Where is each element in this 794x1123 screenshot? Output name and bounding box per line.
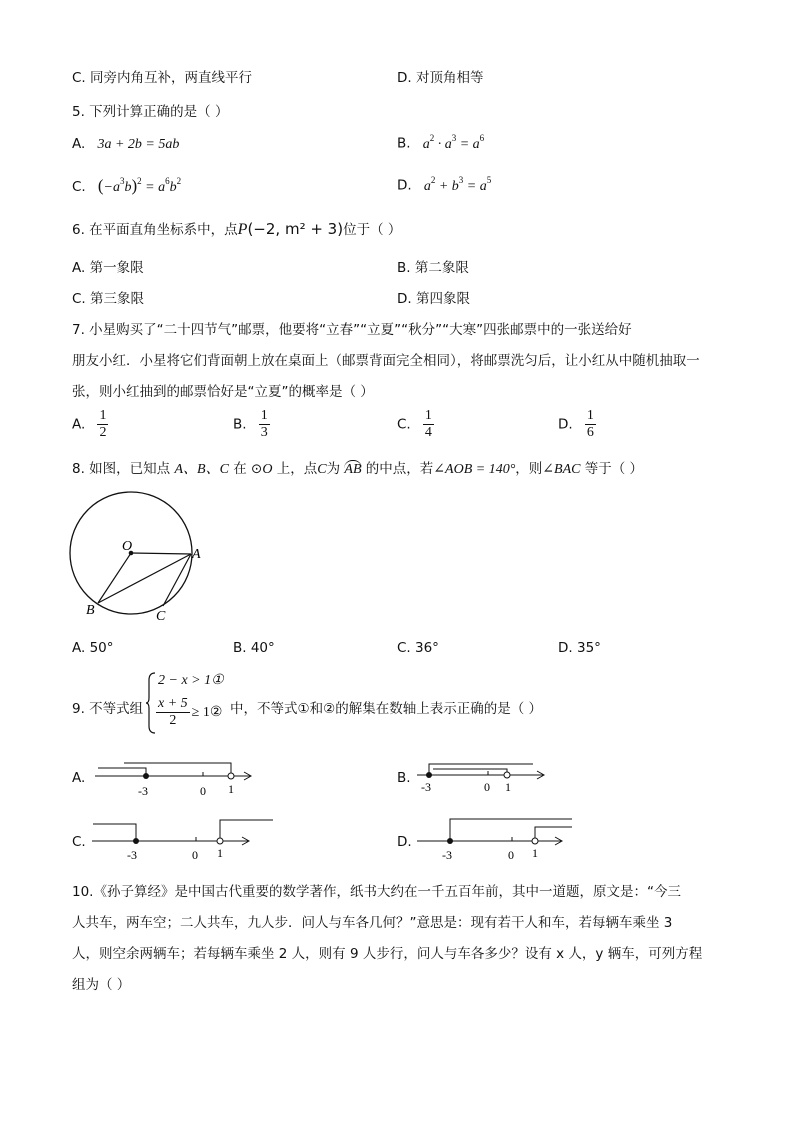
segment-ab: [98, 554, 191, 603]
q7-option-a: A. $\frac{1}{2}$: [72, 408, 107, 440]
q5-option-d-expr: $a^2 + b^3 = a^5$: [423, 175, 492, 194]
q4-option-c: C. 同旁内角互补，两直线平行: [72, 70, 253, 86]
numberline-a: [90, 755, 260, 800]
q8-option-d: D. 35°: [558, 640, 601, 656]
svg-text:1: 1: [228, 782, 234, 796]
segment-ob: [98, 553, 131, 603]
brace-icon: [146, 672, 156, 734]
circle-figure: [60, 490, 220, 630]
numberline-b: [413, 755, 553, 800]
svg-text:-3: -3: [421, 780, 431, 794]
svg-text:1: 1: [217, 846, 223, 860]
q10-stem-line4: 组为（ ）: [72, 977, 131, 993]
q7-option-a-fraction: $\frac{1}{2}$: [99, 408, 107, 440]
label-b: B: [86, 603, 95, 618]
q5-option-a-expr: 3a + 2b = 5ab: [97, 137, 180, 152]
q8-option-b: B. 40°: [233, 640, 275, 656]
q7-option-d-fraction: $\frac{1}{6}$: [586, 408, 594, 440]
q6-option-c: C. 第三象限: [72, 291, 145, 307]
q5-option-b: B. $a^2 \cdot a^3 = a^6$: [397, 133, 485, 152]
svg-text:0: 0: [200, 784, 206, 798]
svg-text:0: 0: [192, 848, 198, 862]
q10-stem-line1: 10.《孙子算经》是中国古代重要的数学著作，纸书大约在一千五百年前，其中一道题，原文是：“今三: [72, 884, 681, 900]
q7-option-b-fraction: $\frac{1}{3}$: [260, 408, 268, 440]
q9-number: 9. 不等式组: [72, 701, 144, 717]
q5-option-d: D. $a^2 + b^3 = a^5$: [397, 175, 492, 194]
q5-option-a: A. 3a + 2b = 5ab: [72, 136, 180, 152]
label-a: A: [192, 547, 201, 562]
q6-stem: 6. 在平面直角坐标系中，点P(−2, m² + 3)位于（ ）: [72, 220, 402, 238]
q5-option-c-expr: $(-a^3b)^2 = a^6b^2$: [97, 176, 182, 195]
q4-option-d: D. 对顶角相等: [397, 70, 484, 86]
q9-ineq-2: $\frac{x + 5}{2}$ ≥ 1②: [158, 696, 223, 728]
numberline-d: [413, 812, 583, 864]
numberline-c: [88, 815, 278, 865]
q8-stem: 8. 如图，已知点 A、B、C 在 ⊙O 上，点C为 AB 的中点，若∠AOB = 140°，则∠BAC 等于（ ）: [72, 461, 644, 477]
q7-option-c-fraction: $\frac{1}{4}$: [424, 408, 432, 440]
label-c: C: [156, 609, 166, 624]
q5-stem: 5. 下列计算正确的是（ ）: [72, 104, 229, 120]
svg-text:0: 0: [484, 780, 490, 794]
arc-ab: AB: [344, 462, 362, 477]
q6-option-b: B. 第二象限: [397, 260, 469, 276]
q8-option-c: C. 36°: [397, 640, 439, 656]
q9-option-d-label: D.: [397, 834, 412, 850]
q9-option-a-label: A.: [72, 770, 86, 786]
svg-text:0: 0: [508, 848, 514, 862]
q7-option-d: D. $\frac{1}{6}$: [558, 408, 594, 440]
svg-text:1: 1: [532, 846, 538, 860]
q6-option-a: A. 第一象限: [72, 260, 144, 276]
svg-text:-3: -3: [138, 784, 148, 798]
label-o: O: [122, 539, 133, 554]
q9-system: [146, 672, 228, 734]
q8-option-a: A. 50°: [72, 640, 114, 656]
q9-option-c-label: C.: [72, 834, 86, 850]
q9-stem-post: 中，不等式①和②的解集在数轴上表示正确的是（ ）: [230, 701, 542, 717]
svg-text:-3: -3: [442, 848, 452, 862]
q7-stem-line3: 张，则小红抽到的邮票恰好是“立夏”的概率是（ ）: [72, 384, 374, 400]
q7-option-b: B. $\frac{1}{3}$: [233, 408, 268, 440]
q9-ineq-1: 2 − x > 1①: [158, 673, 224, 688]
q10-stem-line3: 人，则空余两辆车；若每辆车乘坐 2 人，则有 9 人步行，问人与车各多少？设有 x 人，y 辆车，可列方程: [72, 946, 703, 962]
q10-stem-line2: 人共车，两车空；二人共车，九人步．问人与车各几何？”意思是：现有若干人和车，若每辆车乘坐 3: [72, 915, 673, 931]
q5-option-c: C. $(-a^3b)^2 = a^6b^2$: [72, 176, 182, 195]
q6-option-d: D. 第四象限: [397, 291, 470, 307]
q7-stem-line1: 7. 小星购买了“二十四节气”邮票，他要将“立春”“立夏”“秋分”“大寒”四张邮票中的一张送给好: [72, 322, 632, 338]
svg-text:-3: -3: [127, 848, 137, 862]
svg-text:1: 1: [505, 780, 511, 794]
q9-option-b-label: B.: [397, 770, 411, 786]
q5-option-b-expr: $a^2 \cdot a^3 = a^6$: [422, 133, 485, 152]
segment-oa: [131, 553, 191, 554]
q7-stem-line2: 朋友小红．小星将它们背面朝上放在桌面上（邮票背面完全相同），将邮票洗匀后，让小红从中随机抽取一: [72, 353, 700, 369]
q7-option-c: C. $\frac{1}{4}$: [397, 408, 432, 440]
